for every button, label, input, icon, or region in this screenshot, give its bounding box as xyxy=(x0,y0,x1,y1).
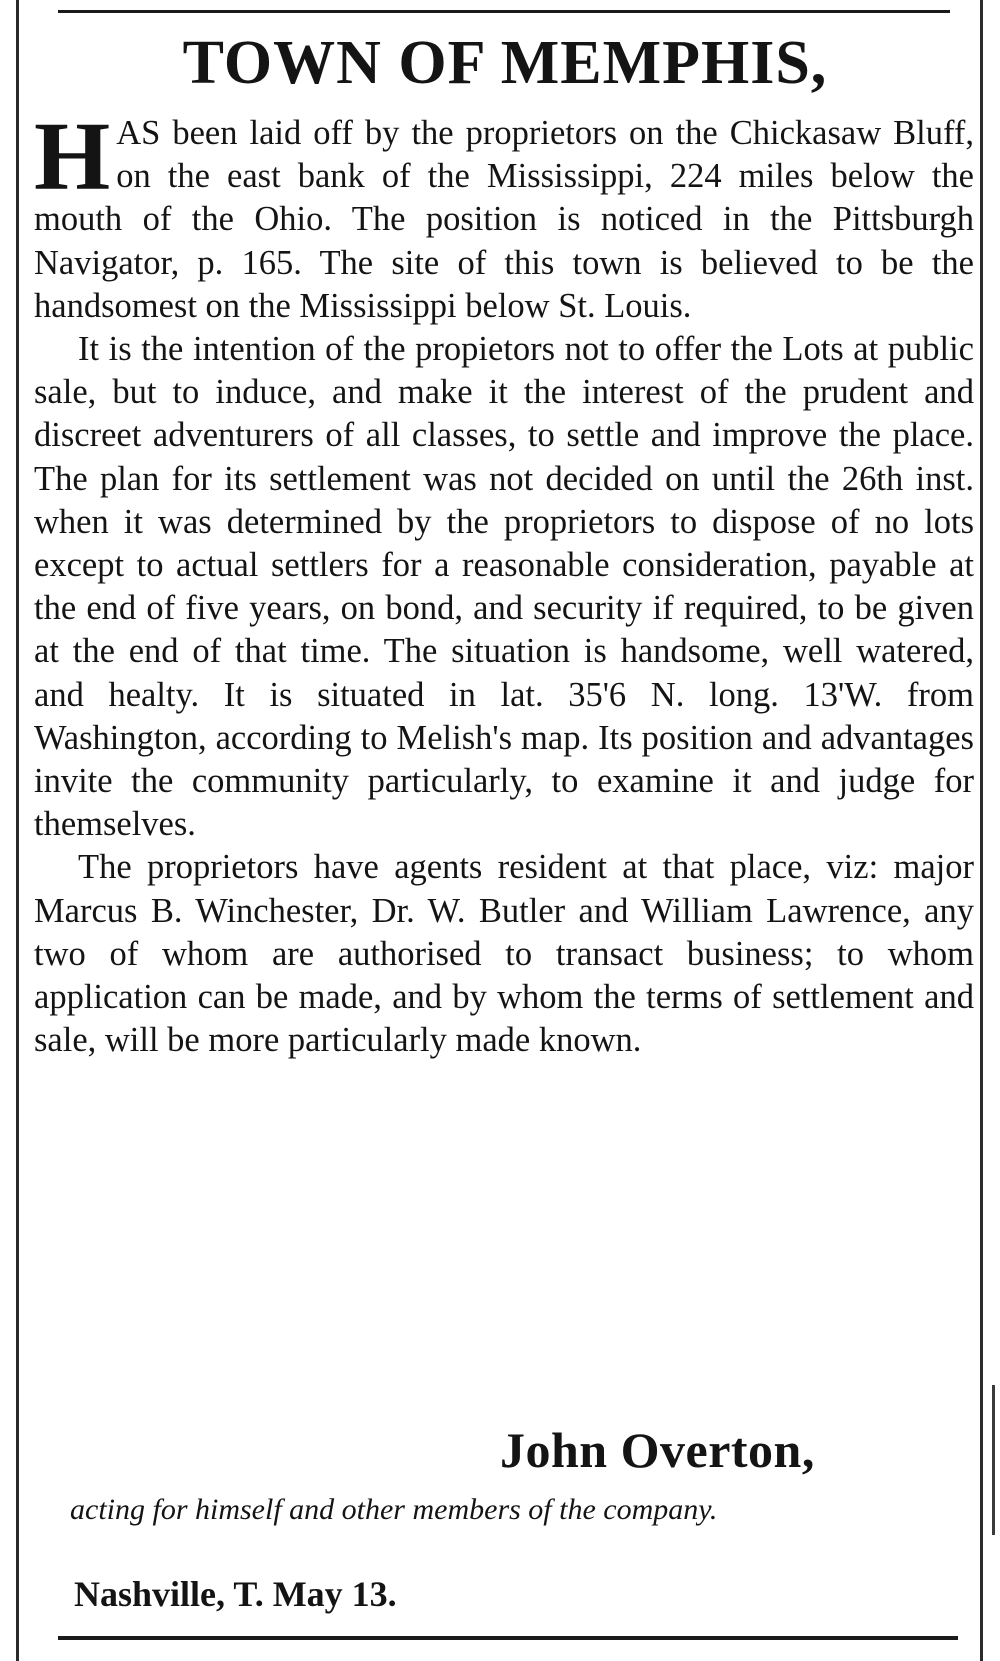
paragraph-1 xyxy=(34,103,974,328)
top-rule xyxy=(58,10,950,13)
drop-cap: H xyxy=(34,103,111,211)
right-column-rule xyxy=(980,0,983,1661)
place-and-date: Nashville, T. May 13. xyxy=(74,1574,397,1614)
paragraph-2: It is the intention of the propietors not to offer the Lots at public sale, but to induce, and make it the interest of the prudent and discreet adventurers of all classes, to settle and improve the place. The plan for its settlement was not decided on until the 26th inst. when it was determined by the proprietors to dispose of no lots except to actual settlers for a reasonable consideration, payable at the end of five years, on bond, and security if required, to be given at the end of that time. The situation is handsome, well watered, and healty. It is situated in lat. 35'6 N. long. 13'W. from Washington, according to Melish's map. Its position and advantages invite the community particularly, to examine it and judge for themselves. xyxy=(34,330,974,844)
paragraph-3: The proprietors have agents resident at that place, viz: major Marcus B. Winchester, Dr. W. Butler and William Lawrence, any two of whom are authorised to transact business; to whom application can be made, and by whom the terms of settlement and sale, will be more particularly made known. xyxy=(34,848,974,1060)
signatory-capacity: acting for himself and other members of the company. xyxy=(70,1493,718,1526)
headline: TOWN OF MEMPHIS, xyxy=(182,29,828,97)
adjacent-column-fragment xyxy=(992,1385,995,1535)
bottom-rule xyxy=(58,1636,958,1640)
signature: John Overton, xyxy=(500,1422,815,1478)
advertisement-body xyxy=(34,103,974,1062)
left-column-rule xyxy=(16,0,19,1661)
paragraph-1-text: AS been laid off by the proprietors on the Chickasaw Bluff, on the east bank of the Mississippi, 224 miles below the mouth of the Ohio. The position is noticed in the Pittsburgh Navigator, p. 165. The site of this town is believed to be the handsomest on the Mississippi below St. Louis. xyxy=(34,114,974,325)
